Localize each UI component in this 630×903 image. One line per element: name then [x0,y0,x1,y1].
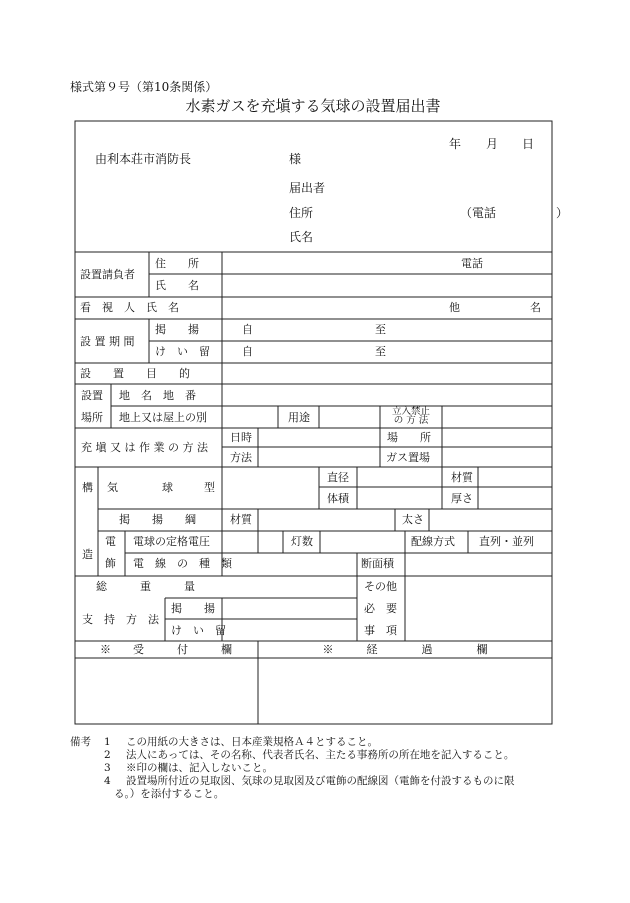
rope-thickness-label: 太さ [402,513,424,526]
filling-datetime: 日時 [230,431,252,444]
form-number: 様式第９号（第10条関係） [70,80,218,94]
structure-label-bottom: 造 [82,548,93,561]
raise-from: 自 [242,323,253,336]
decoration-label-top: 電 [105,535,116,548]
filling-method: 方法 [230,451,252,464]
cross-section-label: 断面積 [361,557,394,570]
moor-to: 至 [375,345,386,358]
note-text-3: ※印の欄は、記入しないこと。 [126,762,273,774]
wiring-value: 直列・並列 [479,535,534,548]
raise-to: 至 [375,323,386,336]
support-label: 支 持 方 法 [82,613,159,626]
date-year: 年 [449,137,462,151]
address-label: 住所 [289,206,314,220]
no-entry-label-1: 立入禁止 [391,406,431,417]
addressee: 由利本荘市消防長 [95,152,192,166]
purpose-label: 設 置 目 的 [80,367,190,380]
balloon-label: 気 球 [107,481,173,494]
note-num-4: 4 [104,775,111,787]
contractor-address-label: 住 所 [155,257,199,270]
period-moor: け い 留 [155,345,210,358]
contractor-label: 設置請負者 [80,268,135,281]
thickness-label: 厚さ [451,492,473,505]
name-label: 氏名 [289,230,314,244]
wire-type-label: 電 線 の 種 類 [133,557,232,570]
watcher-other: 他 [449,301,460,314]
note-num-1: 1 [104,736,111,748]
diameter-label: 直径 [327,471,349,484]
filling-place: 場 所 [387,431,431,444]
structure-label-top: 構 [82,481,93,494]
rope-label: 掲 揚 綱 [119,513,196,526]
location-label-bottom: 場所 [81,411,103,424]
wiring-label: 配線方式 [411,535,455,548]
other-label-1: その他 [364,580,397,593]
moor-from: 自 [242,345,253,358]
phone-label: （電話 ） [460,206,569,220]
filling-label: 充 塡 又 は 作 業 の 方 法 [81,441,208,454]
watcher-label: 看 視 人 氏 名 [80,301,179,314]
shape-label: 型 [204,481,215,494]
gas-storage: ガス置場 [386,451,430,464]
page-title: 水素ガスを充塡する気球の設置届出書 [185,97,441,115]
contractor-name-label: 氏 名 [155,279,199,292]
date-day: 日 [522,137,535,151]
watcher-persons: 名 [530,301,541,314]
other-label-3: 事 項 [364,624,397,637]
progress-label: ※ 経 過 欄 [322,643,488,656]
applicant-label: 届出者 [289,181,326,195]
note-text-1: この用紙の大きさは、日本産業規格Ａ４とすること。 [126,736,378,748]
rope-material-label: 材質 [230,513,252,526]
note-num-2: 2 [104,749,111,761]
support-moor: け い 留 [171,624,226,637]
honorific: 様 [289,152,302,166]
note-text-2: 法人にあっては、その名称、代表者氏名、主たる事務所の所在地を記入すること。 [126,749,515,761]
no-entry-label-2: の 方 法 [393,415,429,426]
ground-roof-label: 地上又は屋上の別 [119,411,207,424]
date-month: 月 [486,137,499,151]
use-label: 用途 [288,411,310,424]
balloon-material-label: 材質 [451,471,473,484]
other-label-2: 必 要 [364,602,397,615]
notes-label: 備考 [70,736,91,748]
lamp-count-label: 灯数 [291,535,313,548]
volume-label: 体積 [327,492,349,505]
support-raise: 掲 揚 [171,602,215,615]
location-label-top: 設置 [81,389,103,402]
contractor-phone-label: 電話 [461,257,483,270]
rated-voltage-label: 電球の定格電圧 [133,535,210,548]
note-num-3: 3 [104,762,111,774]
lot-label: 地 名 地 番 [119,389,196,402]
reception-label: ※ 受 付 欄 [100,643,232,656]
decoration-label-bottom: 飾 [105,557,116,570]
period-label: 設 置 期 間 [80,335,135,348]
period-raise: 掲 揚 [155,323,199,336]
note-text-4-cont: る。）を添付すること。 [114,788,225,800]
note-text-4: 設置場所付近の見取図、気球の見取図及び電飾の配線図（電飾を付設するものに限 [126,775,515,787]
weight-label: 総 重 量 [96,580,195,593]
